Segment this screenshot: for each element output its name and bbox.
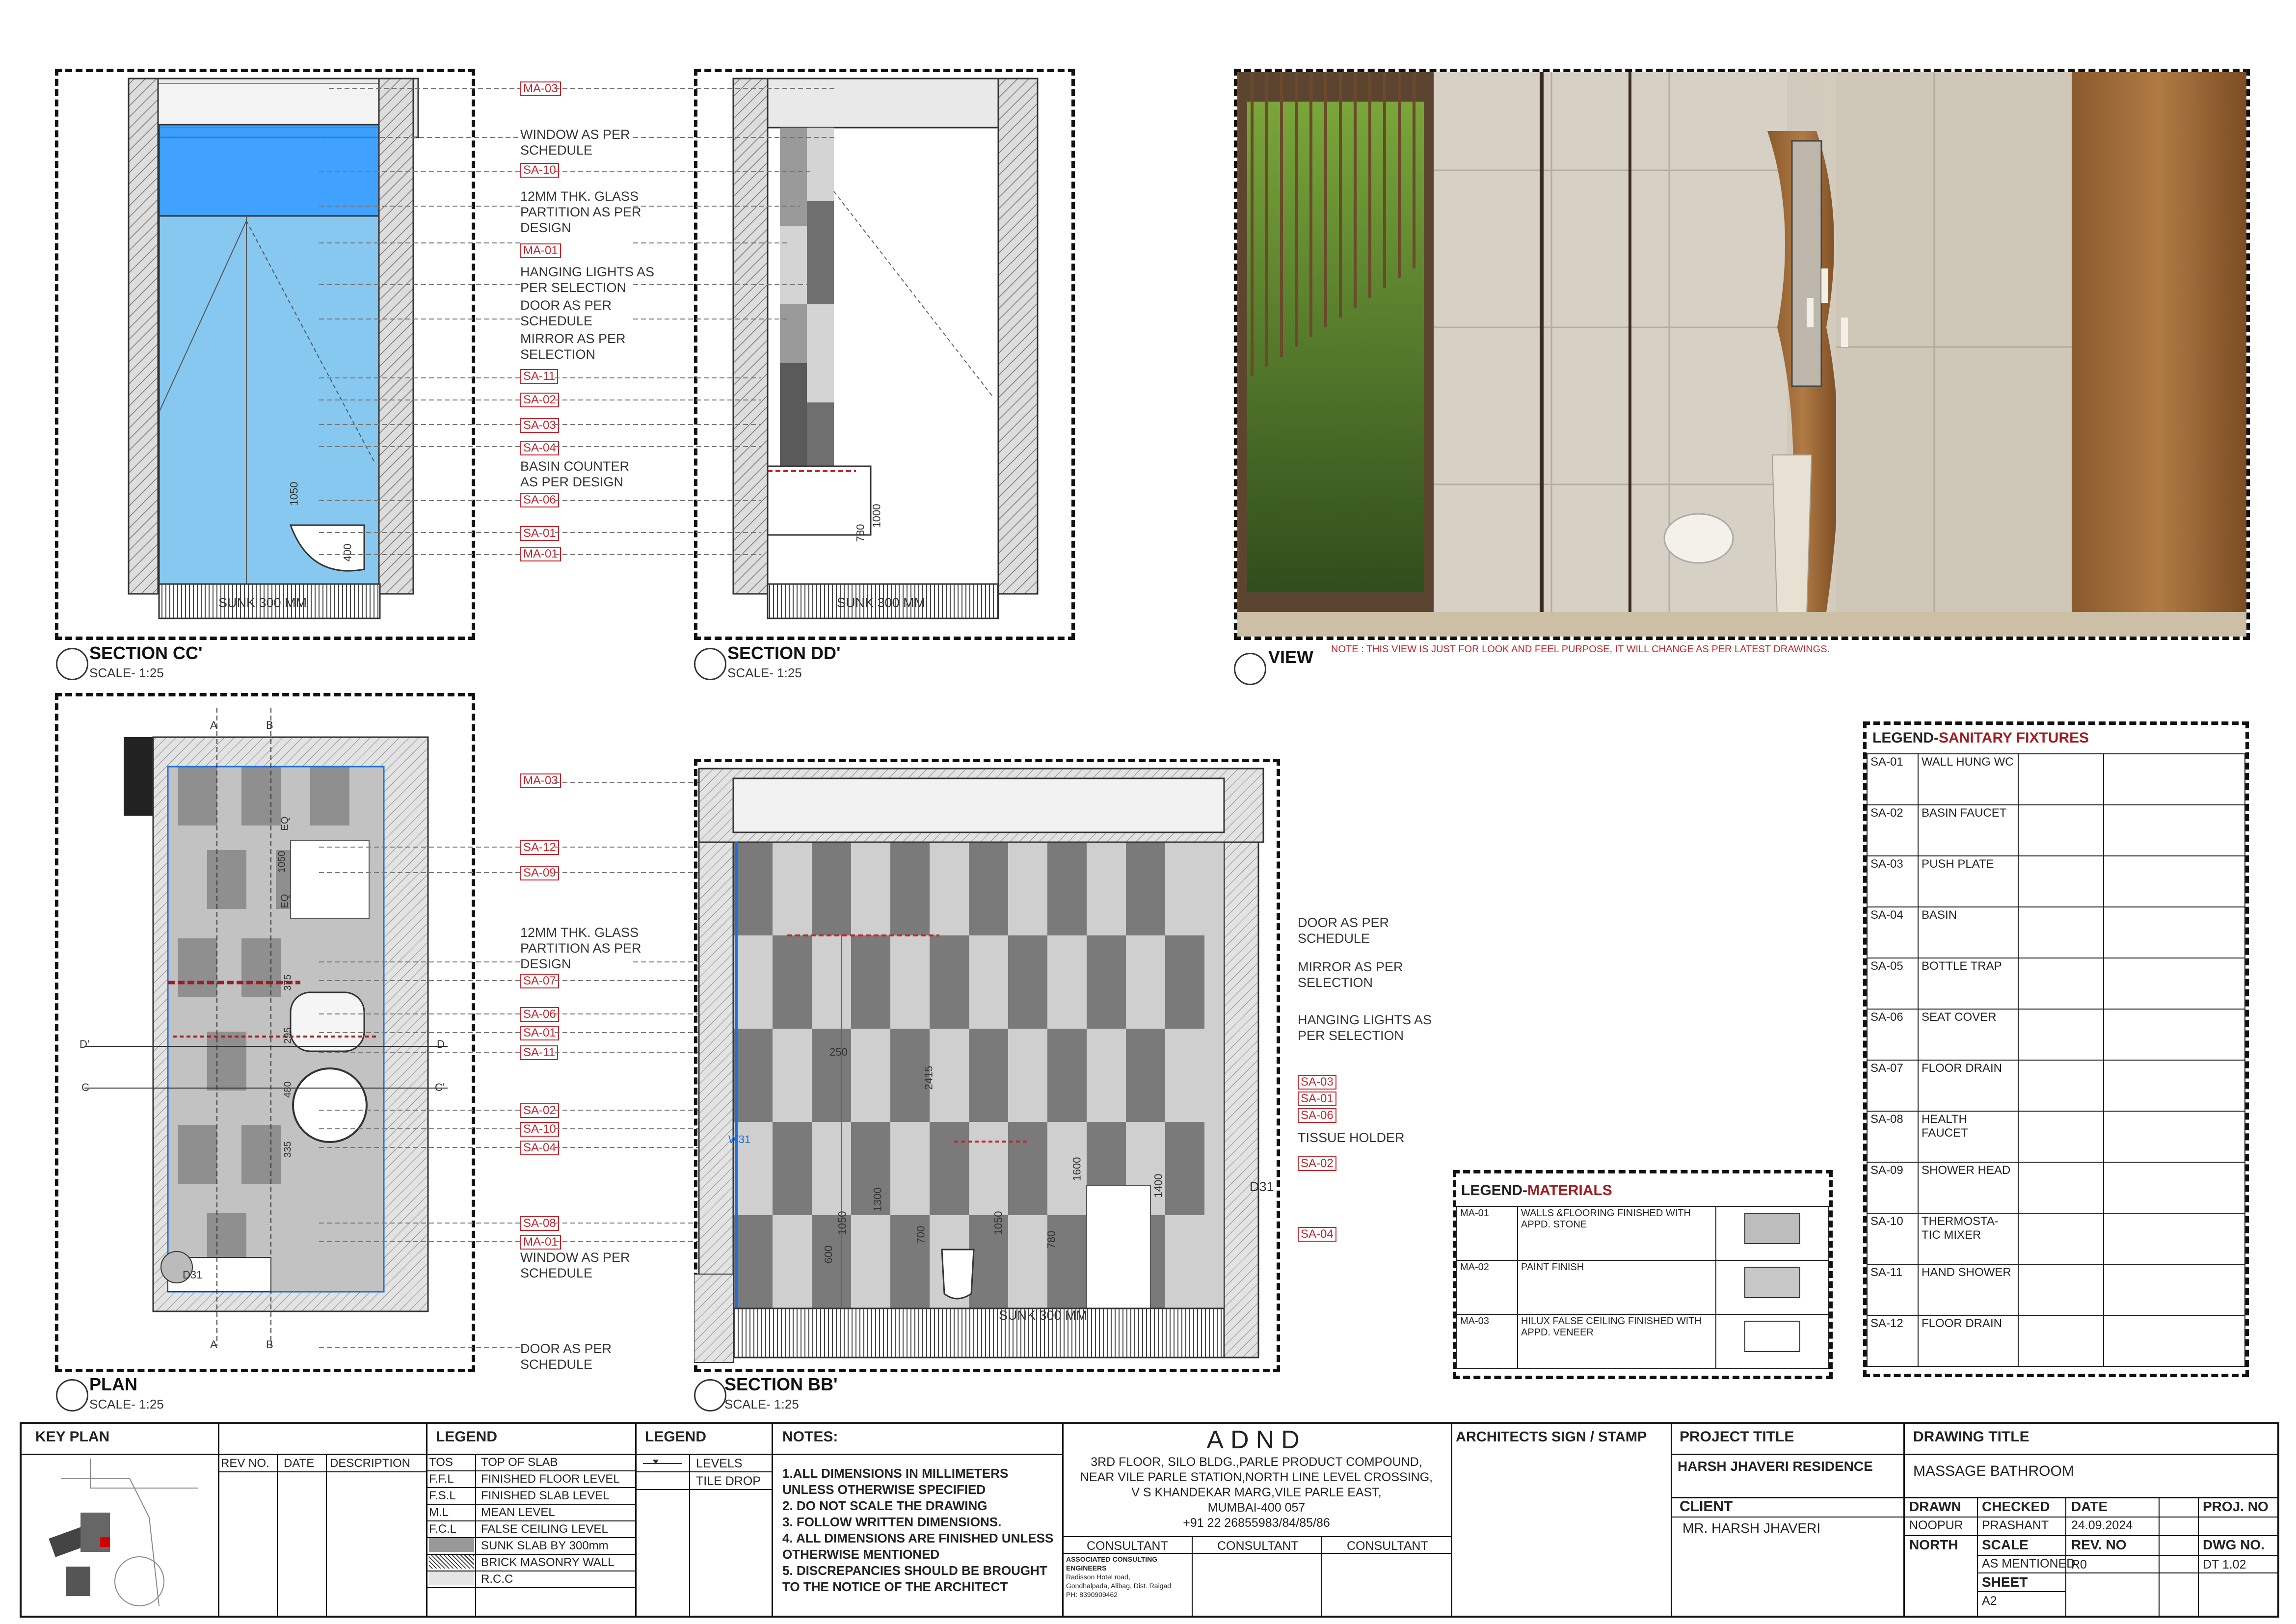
section-dd-dim-780: 780 <box>854 524 867 542</box>
plan-marker-a-top: A <box>210 719 217 731</box>
view-note: NOTE : THIS VIEW IS JUST FOR LOOK AND FEEL PURPOSE, IT WILL CHANGE AS PER LATEST DRAWINGS. <box>1331 644 1830 655</box>
sanitary-code: SA-08 <box>1867 1111 1918 1162</box>
architect-sign-label: ARCHITECTS SIGN / STAMP <box>1456 1429 1647 1445</box>
material-row <box>1457 1260 1829 1314</box>
legend1-desc: SUNK SLAB BY 300mm <box>481 1539 609 1552</box>
view-title-marker <box>1234 653 1266 685</box>
section-cc-dim-1050: 1050 <box>288 481 300 506</box>
legend1-desc: FINISHED FLOOR LEVEL <box>481 1472 620 1486</box>
sanitary-blank-cell <box>2104 1264 2245 1315</box>
section-cc-sunk-label: SUNK 300 MM <box>218 595 307 610</box>
plan-dim-480: 480 <box>282 1081 294 1098</box>
section-bb-dim-600: 600 <box>822 1245 835 1264</box>
sanitary-blank-cell <box>2104 805 2245 856</box>
scale-value: AS MENTIONED <box>1982 1557 2076 1571</box>
tag-sa-06-mid: SA-06 <box>520 1007 559 1022</box>
date-label: DATE <box>2071 1499 2108 1514</box>
sanitary-code: SA-03 <box>1867 856 1918 907</box>
legend1-row <box>426 1488 635 1505</box>
sanitary-name: SEAT COVER <box>1918 1009 2018 1060</box>
plan-dim-1050: 1050 <box>276 851 288 873</box>
sanitary-row <box>1867 1009 2245 1060</box>
proj-no-label: PROJ. NO <box>2203 1499 2269 1514</box>
material-name: WALLS &FLOORING FINISHED WITH APPD. STONE <box>1518 1206 1716 1260</box>
legend1-desc: BRICK MASONRY WALL <box>481 1556 614 1569</box>
address-line-4: MUMBAI-400 057 <box>1207 1501 1306 1515</box>
consultant-1-name: ASSOCIATED CONSULTING ENGINEERS <box>1066 1555 1158 1572</box>
key-plan-label: KEY PLAN <box>35 1429 110 1445</box>
sanitary-code: SA-06 <box>1867 1009 1918 1060</box>
section-dd-sunk-label: SUNK 300 MM <box>837 595 926 610</box>
sanitary-code: SA-09 <box>1867 1162 1918 1213</box>
note-door: DOOR AS PER SCHEDULE <box>520 298 612 328</box>
firm-logo: ADND <box>1206 1426 1307 1454</box>
tag-sa-02-right: SA-02 <box>1298 1156 1336 1171</box>
legend-materials-title-prefix: LEGEND- <box>1461 1182 1527 1198</box>
legend1-abbr: F.C.L <box>429 1522 457 1536</box>
legend1-title: LEGEND <box>436 1429 498 1445</box>
note-window-mid: WINDOW AS PER SCHEDULE <box>520 1250 630 1280</box>
legend1-abbr <box>429 1538 474 1552</box>
sanitary-code: SA-05 <box>1867 958 1918 1009</box>
tag-sa-11: SA-11 <box>520 369 558 384</box>
sanitary-blank-cell <box>2104 754 2245 805</box>
material-name: HILUX FALSE CEILING FINISHED WITH APPD. VENEER <box>1518 1314 1716 1368</box>
legend1-abbr <box>429 1571 474 1585</box>
sanitary-name: BOTTLE TRAP <box>1918 958 2018 1009</box>
note-glass-partition: 12MM THK. GLASS PARTITION AS PER DESIGN <box>520 189 641 235</box>
legend-sanitary-title-prefix: LEGEND- <box>1872 730 1939 746</box>
rev-header-date: DATE <box>284 1457 315 1470</box>
section-bb-door-tag: D31 <box>1250 1179 1274 1194</box>
sanitary-blank-cell <box>2104 1111 2245 1162</box>
project-title-label: PROJECT TITLE <box>1680 1429 1794 1445</box>
section-bb-dim-1600: 1600 <box>1070 1157 1083 1181</box>
sanitary-row <box>1867 1315 2245 1366</box>
tag-ma-01: MA-01 <box>520 243 561 258</box>
legend1-row <box>426 1538 635 1555</box>
legend1-abbr <box>429 1555 474 1569</box>
sanitary-blank-cell <box>2018 1009 2104 1060</box>
legend1-row <box>426 1571 635 1588</box>
sanitary-blank-cell <box>2018 856 2104 907</box>
sanitary-name: FLOOR DRAIN <box>1918 1315 2018 1366</box>
plan-marker-b-top: B <box>266 719 273 731</box>
consultant-1-phone: PH: 8390909462 <box>1066 1591 1118 1598</box>
material-swatch-stone <box>1744 1213 1800 1244</box>
section-cc-dim-400: 400 <box>341 543 354 562</box>
plan-marker-a-bottom: A <box>210 1338 217 1351</box>
plan-dim-eq-2: EQ <box>279 894 291 908</box>
sanitary-blank-cell <box>2104 958 2245 1009</box>
tag-sa-10: SA-10 <box>520 163 559 178</box>
section-bb-dim-2415: 2415 <box>922 1065 935 1090</box>
drawn-value: NOOPUR <box>1909 1518 1963 1532</box>
sanitary-blank-cell <box>2104 1060 2245 1111</box>
legend1-desc: FALSE CEILING LEVEL <box>481 1522 608 1536</box>
legend1-abbr: F.F.L <box>429 1472 454 1486</box>
note-glass-partition-mid: 12MM THK. GLASS PARTITION AS PER DESIGN <box>520 925 641 971</box>
sanitary-row <box>1867 805 2245 856</box>
consultant-1-details <box>1066 1555 1189 1599</box>
section-dd-scale: SCALE- 1:25 <box>727 666 802 680</box>
sanitary-name: BASIN FAUCET <box>1918 805 2018 856</box>
sanitary-blank-cell <box>2104 1213 2245 1264</box>
legend-materials-title-suffix: MATERIALS <box>1527 1182 1612 1198</box>
levels-symbol <box>643 1458 682 1469</box>
note-door-mid: DOOR AS PER SCHEDULE <box>520 1341 612 1372</box>
address-line-5: +91 22 26855983/84/85/86 <box>1183 1516 1330 1530</box>
legend-sanitary <box>1863 721 2249 1377</box>
note-2: 2. DO NOT SCALE THE DRAWING <box>782 1498 988 1513</box>
legend1-row <box>426 1505 635 1521</box>
tag-sa-01: SA-01 <box>520 526 559 541</box>
consultant-label-2: CONSULTANT <box>1217 1539 1299 1553</box>
plan-door-tag: D31 <box>183 1269 203 1281</box>
sanitary-code: SA-01 <box>1867 754 1918 805</box>
section-bb-window-tag: W31 <box>728 1133 751 1145</box>
legend1-desc: R.C.C <box>481 1572 513 1586</box>
section-cc-title: SECTION CC' <box>89 643 203 663</box>
sanitary-code: SA-10 <box>1867 1213 1918 1264</box>
tag-sa-06: SA-06 <box>520 493 559 507</box>
sanitary-row <box>1867 1213 2245 1264</box>
sanitary-blank-cell <box>2018 1111 2104 1162</box>
notes-title: NOTES: <box>782 1429 838 1445</box>
client-label: CLIENT <box>1680 1498 1733 1515</box>
tag-sa-04-mid: SA-04 <box>520 1141 559 1155</box>
material-swatch-veneer <box>1744 1321 1800 1352</box>
tag-sa-01-right: SA-01 <box>1298 1092 1336 1106</box>
legend-sanitary-title-suffix: SANITARY FIXTURES <box>1939 730 2089 746</box>
sanitary-blank-cell <box>2104 907 2245 958</box>
consultant-1-line-1: Radisson Hotel road, <box>1066 1573 1130 1581</box>
material-code: MA-02 <box>1457 1260 1518 1314</box>
tag-sa-01-mid: SA-01 <box>520 1026 559 1040</box>
consultant-label-1: CONSULTANT <box>1087 1539 1168 1553</box>
tag-sa-06-right: SA-06 <box>1298 1108 1336 1123</box>
note-basin-counter: BASIN COUNTER AS PER DESIGN <box>520 459 630 489</box>
sanitary-blank-cell <box>2018 754 2104 805</box>
sanitary-code: SA-11 <box>1867 1264 1918 1315</box>
rev-no-value: R0 <box>2071 1558 2087 1571</box>
sanitary-blank-cell <box>2018 1060 2104 1111</box>
legend1-desc: TOP OF SLAB <box>481 1456 558 1469</box>
dwg-no-label: DWG NO. <box>2203 1537 2265 1552</box>
note-mirror: MIRROR AS PER SELECTION <box>520 331 626 362</box>
sanitary-name: THERMOSTA-TIC MIXER <box>1918 1213 2018 1264</box>
section-bb-scale: SCALE- 1:25 <box>724 1397 799 1411</box>
legend1-abbr: TOS <box>429 1456 453 1469</box>
tag-ma-03: MA-03 <box>520 81 561 96</box>
consultant-1-line-2: Gondhalpada, Alibag, Dist. Raigad <box>1066 1582 1172 1590</box>
legend1-abbr: F.S.L <box>429 1489 456 1502</box>
material-swatch-paint <box>1744 1267 1800 1298</box>
client-name: MR. HARSH JHAVERI <box>1682 1520 1821 1536</box>
tag-sa-03: SA-03 <box>520 418 559 433</box>
plan-title-marker <box>56 1379 88 1411</box>
sanitary-code: SA-12 <box>1867 1315 1918 1366</box>
legend1-row <box>426 1455 635 1471</box>
legend1-row <box>426 1471 635 1488</box>
section-cc-title-marker <box>56 648 88 680</box>
note-door-right: DOOR AS PER SCHEDULE <box>1298 915 1389 946</box>
note-mirror-right: MIRROR AS PER SELECTION <box>1298 959 1403 990</box>
plan-marker-d-prime: D' <box>80 1038 90 1050</box>
sanitary-blank-cell <box>2104 1009 2245 1060</box>
section-dd-title-marker <box>694 648 726 680</box>
material-swatch-cell <box>1716 1314 1829 1368</box>
section-bb-title-marker <box>694 1379 726 1411</box>
legend2-levels: LEVELS <box>696 1457 743 1470</box>
rev-header-no: REV NO. <box>221 1457 269 1470</box>
legend-materials <box>1453 1170 1833 1379</box>
section-bb-dim-1050: 1050 <box>836 1211 849 1235</box>
notes-list <box>782 1465 1057 1595</box>
note-window: WINDOW AS PER SCHEDULE <box>520 127 630 158</box>
section-dd-title: SECTION DD' <box>727 643 841 663</box>
view-render <box>1234 69 2250 640</box>
legend-materials-table <box>1456 1206 1829 1369</box>
tag-sa-04-right: SA-04 <box>1298 1227 1336 1242</box>
material-swatch-cell <box>1716 1206 1829 1260</box>
sanitary-name: FLOOR DRAIN <box>1918 1060 2018 1111</box>
legend1-desc: MEAN LEVEL <box>481 1506 555 1519</box>
legend1-desc: FINISHED SLAB LEVEL <box>481 1489 610 1502</box>
section-cc-scale: SCALE- 1:25 <box>89 666 164 680</box>
tag-sa-03-right: SA-03 <box>1298 1075 1336 1090</box>
sanitary-row <box>1867 1111 2245 1162</box>
plan-scale: SCALE- 1:25 <box>89 1397 164 1411</box>
legend1-rows <box>426 1455 635 1588</box>
sanitary-name: WALL HUNG WC <box>1918 754 2018 805</box>
north-label: NORTH <box>1909 1537 1958 1552</box>
checked-label: CHECKED <box>1982 1499 2050 1514</box>
sanitary-row <box>1867 856 2245 907</box>
address-line-3: V S KHANDEKAR MARG,VILE PARLE EAST, <box>1131 1486 1382 1499</box>
note-3: 3. FOLLOW WRITTEN DIMENSIONS. <box>782 1515 1002 1529</box>
scale-label: SCALE <box>1982 1537 2029 1552</box>
material-swatch-cell <box>1716 1260 1829 1314</box>
plan-dim-335: 335 <box>282 1141 294 1158</box>
consultant-label-3: CONSULTANT <box>1347 1539 1428 1553</box>
annotation-leaders-top <box>319 79 908 569</box>
sanitary-blank-cell <box>2104 1315 2245 1366</box>
sanitary-name: HEALTH FAUCET <box>1918 1111 2018 1162</box>
sanitary-name: HAND SHOWER <box>1918 1264 2018 1315</box>
section-bb-dim-250: 250 <box>829 1046 848 1058</box>
sanitary-code: SA-02 <box>1867 805 1918 856</box>
section-bb-sunk-label: SUNK 300 MM <box>999 1308 1088 1323</box>
note-hanging-lights: HANGING LIGHTS AS PER SELECTION <box>520 265 655 295</box>
sanitary-row <box>1867 958 2245 1009</box>
project-title: HARSH JHAVERI RESIDENCE <box>1678 1459 1873 1474</box>
sanitary-name: BASIN <box>1918 907 2018 958</box>
legend-materials-title <box>1461 1182 1612 1199</box>
material-code: MA-03 <box>1457 1314 1518 1368</box>
tag-sa-02: SA-02 <box>520 393 559 407</box>
sanitary-row <box>1867 1264 2245 1315</box>
material-row <box>1457 1206 1829 1260</box>
title-block <box>20 1422 2279 1618</box>
section-bb-title: SECTION BB' <box>724 1374 838 1394</box>
material-name: PAINT FINISH <box>1518 1260 1716 1314</box>
sanitary-blank-cell <box>2104 856 2245 907</box>
note-4: 4. ALL DIMENSIONS ARE FINISHED UNLESS OTHERWISE MENTIONED <box>782 1531 1054 1562</box>
sanitary-name: SHOWER HEAD <box>1918 1162 2018 1213</box>
section-dd-dim-1000: 1000 <box>870 504 883 528</box>
sanitary-row <box>1867 907 2245 958</box>
address-line-1: 3RD FLOOR, SILO BLDG.,PARLE PRODUCT COMPOUND, <box>1091 1455 1422 1469</box>
note-tissue-holder: TISSUE HOLDER <box>1298 1130 1405 1145</box>
tag-sa-04: SA-04 <box>520 441 559 455</box>
sanitary-blank-cell <box>2018 1264 2104 1315</box>
view-render-illustration <box>1237 72 2246 637</box>
sanitary-name: PUSH PLATE <box>1918 856 2018 907</box>
drawing-title: MASSAGE BATHROOM <box>1913 1463 2074 1479</box>
tag-sa-02-mid: SA-02 <box>520 1103 559 1118</box>
plan-marker-d: D <box>437 1038 445 1050</box>
legend-sanitary-table <box>1867 753 2245 1367</box>
rev-no-label: REV. NO <box>2071 1537 2127 1552</box>
tag-sa-09: SA-09 <box>520 866 559 880</box>
note-5: 5. DISCREPANCIES SHOULD BE BROUGHT TO THE NOTICE OF THE ARCHITECT <box>782 1563 1047 1594</box>
tag-ma-03-mid: MA-03 <box>520 773 561 788</box>
section-bb-dim-700: 700 <box>914 1225 927 1244</box>
legend-sanitary-title <box>1872 730 2089 746</box>
section-bb-dim-780: 780 <box>1045 1230 1058 1249</box>
plan-marker-b-bottom: B <box>266 1338 273 1351</box>
plan-dim-295: 295 <box>282 1027 294 1044</box>
sheet-label: SHEET <box>1982 1574 2028 1590</box>
checked-value: PRASHANT <box>1982 1518 2049 1532</box>
sanitary-row <box>1867 1162 2245 1213</box>
drawn-label: DRAWN <box>1909 1499 1961 1514</box>
material-row <box>1457 1314 1829 1368</box>
sheet-value: A2 <box>1982 1594 1997 1608</box>
tag-sa-11-mid: SA-11 <box>520 1045 558 1060</box>
sanitary-code: SA-07 <box>1867 1060 1918 1111</box>
tag-sa-08: SA-08 <box>520 1216 559 1231</box>
drawing-title-label: DRAWING TITLE <box>1913 1429 2029 1445</box>
plan-marker-c: C <box>81 1081 89 1093</box>
plan-marker-c-prime: C' <box>435 1081 445 1093</box>
sanitary-row <box>1867 1060 2245 1111</box>
sanitary-row <box>1867 754 2245 805</box>
tag-ma-01-mid: MA-01 <box>520 1235 561 1250</box>
key-plan-diagram <box>31 1459 213 1611</box>
note-1: 1.ALL DIMENSIONS IN MILLIMETERS UNLESS OTHERWISE SPECIFIED <box>782 1466 1009 1497</box>
date-value: 24.09.2024 <box>2071 1518 2133 1532</box>
legend2-title: LEGEND <box>645 1429 707 1445</box>
sanitary-blank-cell <box>2018 805 2104 856</box>
legend1-row <box>426 1521 635 1538</box>
address-line-2: NEAR VILE PARLE STATION,NORTH LINE LEVEL CROSSING, <box>1080 1470 1433 1484</box>
section-bb-dim-1050-b: 1050 <box>992 1211 1005 1235</box>
dwg-no-value: DT 1.02 <box>2203 1558 2246 1571</box>
tag-sa-10-mid: SA-10 <box>520 1122 559 1137</box>
legend1-abbr: M.L <box>429 1506 449 1519</box>
legend2-tile-drop: TILE DROP <box>696 1474 761 1488</box>
section-bb-dim-1300: 1300 <box>871 1187 884 1212</box>
tag-sa-07: SA-07 <box>520 974 559 988</box>
plan-title: PLAN <box>89 1374 137 1394</box>
sanitary-blank-cell <box>2018 1162 2104 1213</box>
note-hanging-lights-right: HANGING LIGHTS AS PER SELECTION <box>1298 1012 1432 1043</box>
rev-header-desc: DESCRIPTION <box>330 1457 411 1470</box>
plan-dim-375: 375 <box>282 974 294 991</box>
section-bb-drawing <box>694 759 1278 1370</box>
plan-dim-eq-1: EQ <box>279 816 291 831</box>
sanitary-blank-cell <box>2104 1162 2245 1213</box>
sanitary-code: SA-04 <box>1867 907 1918 958</box>
section-bb-dim-1400: 1400 <box>1152 1173 1165 1198</box>
material-code: MA-01 <box>1457 1206 1518 1260</box>
firm-address <box>1062 1455 1451 1531</box>
view-title: VIEW <box>1268 647 1314 667</box>
legend1-row <box>426 1555 635 1571</box>
tag-sa-12: SA-12 <box>520 840 559 855</box>
sanitary-blank-cell <box>2018 1213 2104 1264</box>
sanitary-blank-cell <box>2018 907 2104 958</box>
sanitary-blank-cell <box>2018 1315 2104 1366</box>
tag-ma-01-b: MA-01 <box>520 547 561 561</box>
sanitary-blank-cell <box>2018 958 2104 1009</box>
